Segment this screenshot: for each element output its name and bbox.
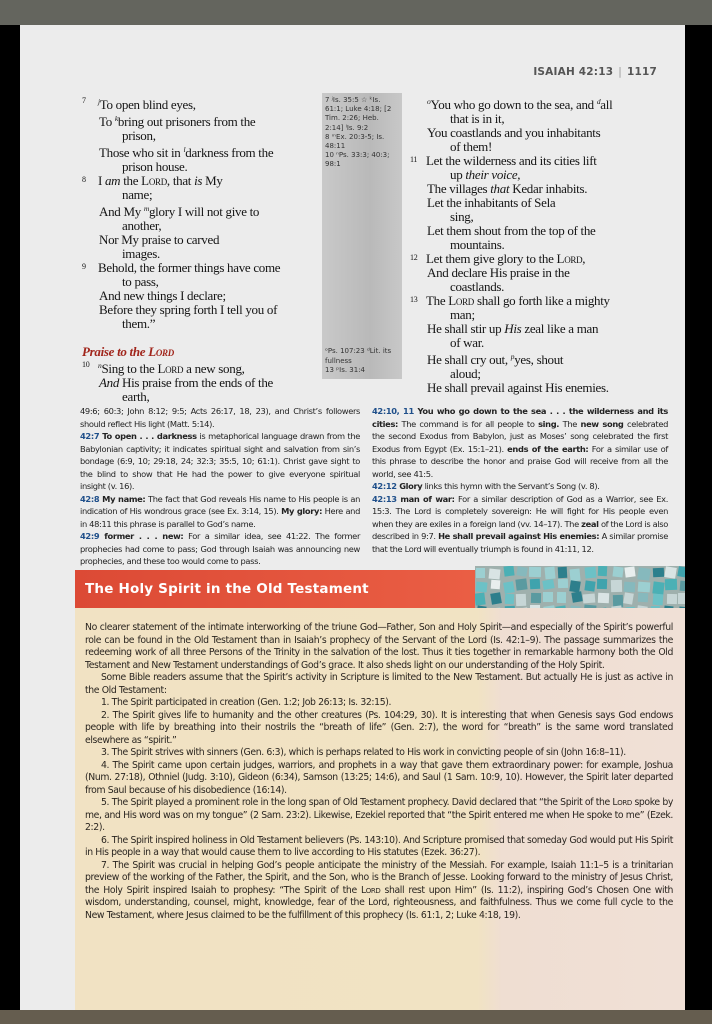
verse-line [410,294,678,308]
text-span: I [98,173,105,188]
verse-line [410,182,678,196]
bible-page [20,25,685,1010]
note-keyword: ends of the earth: [507,443,589,454]
mosaic-tile [653,568,664,578]
mosaic-tile [624,581,636,592]
verse-line [82,95,318,112]
scripture-column-right [410,95,678,395]
mosaic-tile [491,579,501,589]
mosaic-tile [583,594,595,604]
note-keyword: You who go down to the sea . . . the wilderness and its cities: [372,406,668,429]
verse-line [410,381,678,395]
verse-line [82,261,318,275]
note-reference: 42:7 [80,431,103,441]
text-span: Lord [141,173,167,188]
note-keyword: zeal [581,518,599,529]
verse-line [410,126,678,140]
text-span: mountains. [450,237,505,252]
text-span: darkness from the [185,145,274,160]
note-reference: 42:10, 11 [372,406,418,416]
page-number: 1117 [626,66,657,78]
verse-line [410,95,678,112]
mosaic-tile [667,594,677,604]
text-span: zeal like a man [521,321,599,336]
verse-line [410,210,678,224]
mosaic-tile [598,566,608,577]
cross-ref: 10 ⁿPs. 33:3; 40:3; 98:1 [325,151,390,169]
footnote-marker: k [114,114,118,123]
article-paragraph [85,747,673,760]
text-span: For a similar use of this phrase to describe the honor and praise God will receive from all the world, see 41:5. [372,443,668,479]
verse-line [410,238,678,252]
note-reference: 42:12 [372,481,400,491]
verse-number: 12 [410,253,418,262]
text-span: , that [166,173,195,188]
text-span: The [426,293,449,308]
text-span: that is in it, [450,111,505,126]
verse-line [82,233,318,247]
text-span: celebrated the second Exodus from Babylon, just as Moses’ song celebrated the first Exodus from Egypt (Ex. 15:1–21). [372,418,668,454]
footnote-marker: p [510,352,515,361]
verse-number: 10 [82,360,90,369]
mosaic-tile [678,593,685,604]
text-span: shall go forth like a mighty [474,293,610,308]
mosaic-tile [503,581,514,594]
mosaic-tile [624,567,635,578]
verse-line [410,252,678,266]
text-span: Let the inhabitants of Sela [427,195,556,210]
study-note [80,405,360,430]
text-span: a new song, [183,361,245,376]
study-note [80,493,360,531]
text-span: Let them shout from the top of the [427,223,596,238]
text-span: is metaphorical language drawn from the Babylonian captivity; it indicates spiritual sight and salvation from sin’s bondage (6:9, 10; 29:18, 24; 32:3; 35:5, 10; 61:1). Christ gave sight to the blind to show that He had the power to give everyone spiritual insight (v. 16). [80,431,361,491]
text-span: is [194,173,203,188]
verse-number: 9 [82,262,86,271]
mosaic-tile [505,593,515,604]
article-paragraph [85,760,673,798]
text-span: of them! [450,139,493,154]
text-span: 3. The Spirit strives with sinners (Gen. 6:3), which is perhaps related to His work in convicting people of sin (John 16:8–11). [101,747,626,758]
text-span: The villages [427,181,491,196]
verse-number: 7 [82,96,86,105]
note-keyword: My name: [102,493,146,504]
mosaic-tile [543,592,553,602]
text-span: For a similar idea, see 41:22. The former prophecies had come to pass; God through Isaiah was announcing new prophecies, and these too would come to pass. [80,531,361,566]
text-span: , [582,251,586,266]
text-span: Nor My praise to carved [99,232,220,247]
footnote-marker: m [143,204,149,213]
study-note [372,480,668,493]
verse-line [410,266,678,280]
mosaic-tile [679,581,685,592]
study-note [80,530,360,568]
scripture-column-left [82,95,318,404]
verse-line [82,129,318,143]
photo-background-top [0,0,712,25]
note-keyword: My glory: [281,506,323,516]
text-span: Kedar inhabits. [509,181,588,196]
study-note [372,405,668,480]
verse-line [82,303,318,317]
mosaic-tile [529,567,541,577]
verse-line [82,112,318,129]
verse-line [410,154,678,168]
text-span: to pass, [122,274,159,289]
text-span: am [104,173,121,188]
text-span: 1. The Spirit participated in creation (Gen. 1:2; Job 26:13; Is. 32:15). [101,697,392,708]
section-heading [82,345,318,359]
verse-number: 8 [82,175,86,184]
mosaic-tile [611,580,622,592]
cross-reference-column [322,93,402,379]
text-span: that [490,181,510,196]
mosaic-tile [585,580,596,591]
text-span: Those who sit in [99,145,184,160]
article-box [75,608,685,1010]
text-span: 6. The Spirit inspired holiness in Old Testament believers (Ps. 143:10). And Scripture promised that someday God would put His Spirit in His people in a way that would cause them to live according to His statutes (Ezek. 36:27). [85,834,673,858]
verse-line [82,160,318,174]
text-span: Lord [157,361,184,376]
text-span: man; [450,307,475,322]
text-span: The fact that God reveals His name to His people is an indication of His wondrous grace (see Ex. 3:14, 15). [80,493,360,516]
text-span: He shall stir up [427,321,505,336]
text-span: And [99,375,120,390]
verse-line [410,336,678,350]
note-reference: 42:8 [80,493,103,504]
mosaic-tile [542,579,555,590]
text-span: sing, [450,209,474,224]
text-span: His praise from the ends of the [119,375,273,390]
article-banner [75,570,475,608]
text-span: all [600,97,613,112]
study-note [80,430,360,493]
mosaic-tile [516,567,527,578]
verse-line [82,390,318,404]
text-span: Before they spring forth I tell you of [99,302,278,317]
mosaic-tile [638,593,648,603]
mosaic-tile [515,578,527,591]
text-span: For a similar description of God as a Warrior, see Ex. 15:3. The Lord is completely sovereign: He will fight for His people even when they are exiles in a foreign land (vv. 14–17). The [372,493,668,529]
verse-line [82,376,318,390]
text-span: 5. The Spirit played a prominent role in the long span of Old Testament prophecy. David declared that “the Spirit of the [101,797,613,808]
text-span: And My [99,204,144,219]
mosaic-tile [557,592,566,603]
mosaic-tile [638,581,650,592]
mosaic-tile [503,566,515,577]
mosaic-tile [544,566,555,579]
verse-line [410,322,678,336]
study-notes-left [80,405,360,568]
mosaic-tile [569,568,580,580]
cross-ref: 13 ᵖIs. 31:4 [325,365,366,374]
text-span: their voice, [465,167,521,182]
footnote-marker: l [183,145,186,154]
note-reference: 42:9 [80,531,105,541]
article-body [85,622,673,922]
text-span: images. [122,246,160,261]
verse-line [410,280,678,294]
text-span: And new things I declare; [99,288,226,303]
text-span: the [120,173,142,188]
article-paragraph [85,797,673,835]
text-span: The command is for all people to [398,418,539,429]
mosaic-tile [571,592,583,603]
footnote-marker: o [427,97,431,106]
verse-line [82,188,318,202]
article-paragraph [85,710,673,748]
note-keyword: He shall prevail against His enemies: [438,531,600,541]
verse-line [82,219,318,233]
text-span: of war. [450,335,484,350]
separator: | [618,66,622,78]
verse-line [410,350,678,367]
text-span: Let them give glory to the [426,251,557,266]
mosaic-tile [652,581,664,594]
cross-ref: ᵒPs. 107:23 ᵈLit. its fullness [325,347,392,365]
book-reference: ISAIAH 42:13 [533,66,614,78]
text-span: He shall cry out, [427,352,511,367]
note-keyword: man of war: [400,493,455,504]
text-span: up [450,167,466,182]
mosaic-tile [677,566,685,578]
verse-line [82,247,318,261]
footnote-marker: d [596,97,601,106]
text-span: 7. The Spirit was crucial in helping God’s people anticipate the ministry of the Messiah. For example, Isaiah 11:1–5 is a trinitarian preview of the working of the Father, the Spirit, and the Son, who is the Branch of Jesse. Looking forward to the ministry of Jesus Christ, the Holy Spirit inspired Isaiah to prophesy: “The Spirit of the [85,859,673,896]
text-span: My [202,173,223,188]
verse-line [410,196,678,210]
text-span: glory I will not give to [148,204,260,219]
article-title: The Holy Spirit in the Old Testament [85,581,369,597]
photo-background-bottom [0,1010,712,1024]
text-span: To [99,114,115,129]
text-span: them.” [122,316,156,331]
text-span: Lord [448,293,475,308]
note-keyword: new song [580,418,624,429]
text-span: Here and in 48:11 this phrase is parallel to God’s name. [80,506,361,529]
text-span: A similar promise that the Lord will eventually triumph is found in 41:11, 12. [372,531,668,554]
note-keyword: Glory [399,481,423,491]
cross-ref: 7 ʲIs. 35:5 ☆ ᵏIs. 61:1; Luke 4:18; [2 Tim. 2:26; Heb. 2:14] ˡIs. 9:2 [325,96,392,132]
mosaic-tile [476,568,485,578]
mosaic-tile [623,592,634,605]
mosaic-tile [475,593,486,606]
verse-line [410,112,678,126]
verse-line [410,140,678,154]
text-span: name; [122,187,153,202]
verse-line [410,224,678,238]
text-span: aloud; [450,366,481,381]
text-span: Lord [148,344,174,359]
text-span: The [559,418,581,429]
verse-line [82,143,318,160]
mosaic-tile [597,592,609,603]
article-paragraph [85,860,673,923]
verse-line [82,202,318,219]
footnote-marker: j [98,97,100,106]
text-span: Lord [556,251,583,266]
text-span: And declare His praise in the [427,265,570,280]
text-span: earth, [122,389,150,404]
article-paragraph [85,672,673,697]
mosaic-tile [530,579,540,590]
mosaic-tile [664,566,677,579]
text-span: Behold, the former things have come [98,260,281,275]
text-span: shall rest upon Him” (Is. 11:2), inspiring God’s Chosen One with wisdom, understanding, counsel, might, knowledge, fear of the Lord, righteousness, and faithfulness. Thus we come full cycle to the New Testament, where Jesus claimed to be the fulfillment of this prophecy (Is. 61:1, 2; Luke 4:18, 19). [85,884,673,921]
mosaic-tile [637,568,650,581]
verse-line [82,275,318,289]
mosaic-tile [531,592,541,602]
text-span: Let the wilderness and its cities lift [426,153,597,168]
text-span: Lord [612,797,632,808]
study-note [372,493,668,556]
mosaic-tile [490,592,501,604]
text-span: another, [122,218,162,233]
text-span: 2. The Spirit gives life to humanity and the other creatures (Ps. 104:29, 30). It is interesting that when Genesis says God endows people with life by breathing into their nostrils the “breath of life” (Gen. 2:7), the word for “breath” is the same word translated elsewhere as “spirit.” [85,709,673,746]
footnote-marker: n [98,361,102,370]
mosaic-tile [597,579,607,589]
article-intro [85,622,673,672]
text-span: To open blind eyes, [99,97,196,112]
text-span: bring out prisoners from the [117,114,256,129]
study-notes-right [372,405,668,555]
verse-line [82,289,318,303]
mosaic-tile [652,594,663,605]
text-span: coastlands. [450,279,505,294]
verse-number: 11 [410,155,418,164]
mosaic-tile [488,568,500,579]
text-span: of the Lord is also described in 9:7. [372,518,668,541]
text-span: Lord [360,884,381,896]
text-span: Sing to the [101,361,158,376]
text-span: links this hymn with the Servant’s Song (v. 8). [422,481,600,491]
note-keyword: sing. [538,418,560,429]
text-span: Some Bible readers assume that the Spirit’s activity in Scripture is limited to the New Testament. But actually He is just as active in the Old Testament: [85,672,673,696]
mosaic-tile [557,567,567,579]
article-paragraph [85,697,673,710]
text-span: Praise to the [82,344,149,359]
verse-line [410,367,678,381]
text-span: He shall prevail against His enemies. [427,380,609,395]
text-span: prison house. [122,159,188,174]
verse-line [82,317,318,331]
text-span: prison, [122,128,156,143]
note-keyword: To open . . . darkness [102,431,197,441]
article-paragraph [85,835,673,860]
cross-refs-top [325,96,399,170]
mosaic-tile [584,567,596,579]
verse-number: 13 [410,295,418,304]
text-span: You who go down to the sea, and [430,97,597,112]
text-span: You coastlands and you inhabitants [427,125,601,140]
text-span: 49:6; 60:3; John 8:12; 9:5; Acts 26:17, 18, 23), and Christ’s followers should reflect His light (Matt. 5:14). [80,406,360,429]
cross-refs-bottom [325,347,400,375]
cross-ref: 8 ᵐEx. 20:3-5; Is. 48:11 [325,132,385,151]
mosaic-tile [558,579,568,589]
text-span: No clearer statement of the intimate interworking of the triune God—Father, Son and Holy Spirit—and especially of the Spirit’s powerful role can be found in the Old Testament than in Isaiah’s prophecy of the Servant of the Lord (Is. 42:1–9). The passage summarizes the redeeming work of all three Persons of the Trinity in the salvation of the lost. Thus it ties together in remarkable harmony both the Old Testament and New Testament understandings of God’s grace. It also sheds light on our understanding of the Holy Spirit. [85,622,673,671]
spacer [82,331,318,345]
verse-line [82,174,318,188]
verse-line [410,168,678,182]
text-span: spoke by me, and His word was on my tongue” (2 Sam. 23:2). Likewise, Ezekiel reported that “the Spirit entered me when He spoke to me” (Ezek. 2:2). [85,797,673,833]
text-span: 4. The Spirit came upon certain judges, warriors, and prophets in a way that gave them extraordinary power: for example, Joshua (Num. 27:18), Othniel (Judg. 3:10), Gideon (6:34), Samson (13:25; 14:6), and Saul (1 Sam. 10:9, 10). However, the Spirit later departed from Saul because of his disobedience (16:14). [85,759,673,796]
note-reference: 42:13 [372,493,401,504]
verse-line [82,359,318,376]
mosaic-tile [612,566,623,578]
running-head [533,66,657,78]
note-keyword: former . . . new: [104,531,184,541]
mosaic-tile [665,579,677,590]
mosaic-tile [516,594,526,606]
verse-line [410,308,678,322]
text-span: yes, shout [514,352,564,367]
text-span: His [504,321,522,336]
mosaic-tile [476,581,488,592]
